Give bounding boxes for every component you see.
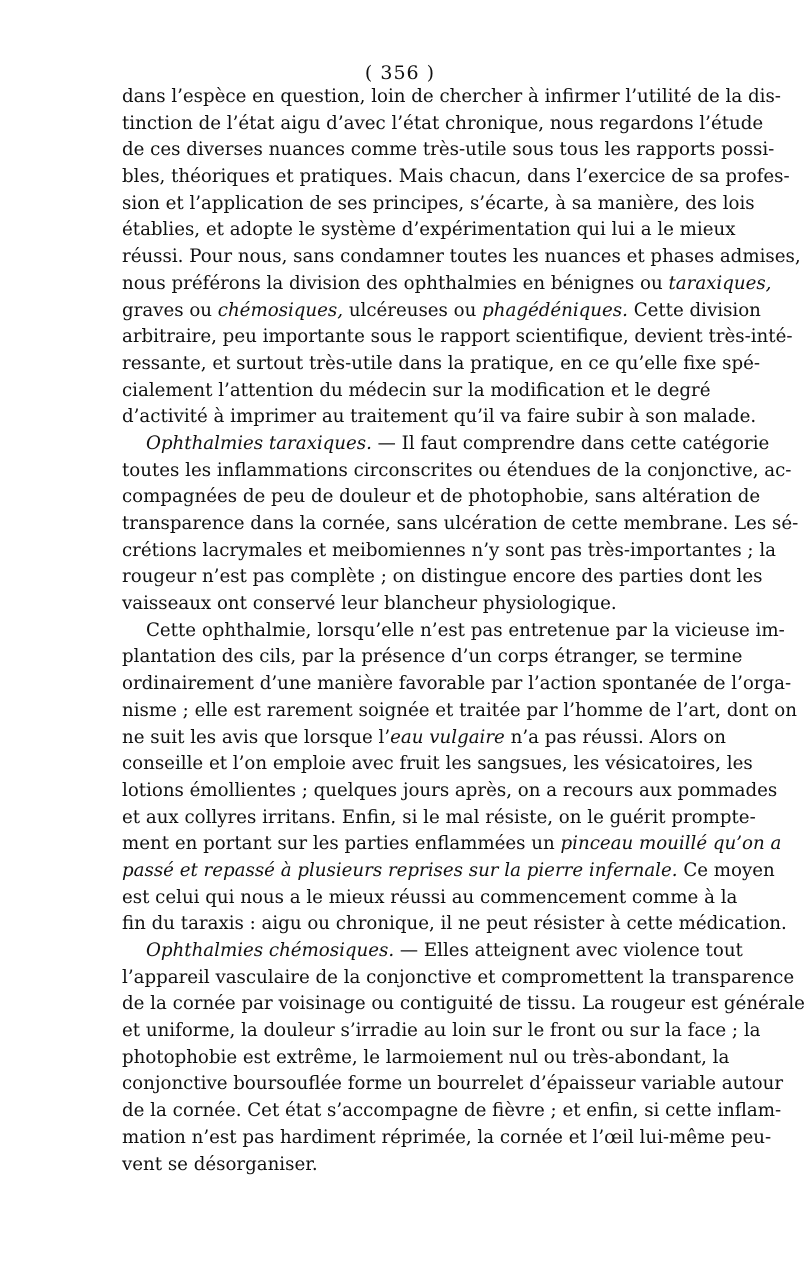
text-line — [122, 458, 792, 485]
text-segment: réussi. Pour nous, sans condamner toutes les nuances et phases admises, — [122, 246, 801, 268]
text-line — [122, 538, 777, 565]
text-line — [122, 1125, 772, 1152]
text-segment: vent se désorganiser. — [122, 1153, 318, 1175]
text-line — [122, 511, 799, 538]
italic-text: taraxiques, — [668, 272, 772, 294]
text-segment: photophobie est extrême, le larmoiement nul ou très-abondant, la — [122, 1046, 730, 1068]
text-segment: vaisseaux ont conservé leur blancheur physiologique. — [122, 593, 617, 615]
text-segment: toutes les inflammations circonscrites ou étendues de la conjonctive, ac- — [122, 459, 792, 481]
text-segment: — Elles atteignent avec violence tout — [394, 940, 743, 961]
text-line — [122, 1045, 730, 1072]
text-segment: et aux collyres irritans. Enfin, si le mal résiste, on le guérit prompte- — [122, 806, 756, 828]
text-line — [122, 725, 726, 752]
text-segment: ne suit les avis que lorsque l’ — [122, 726, 391, 748]
text-line — [122, 244, 801, 271]
text-segment: Ce moyen — [677, 859, 775, 881]
text-line — [122, 1098, 782, 1125]
text-segment: fin du taraxis : aigu ou chronique, il ne peut résister à cette médication. — [122, 913, 787, 935]
text-segment: nisme ; elle est rarement soignée et traitée par l’homme de l’art, dont on — [122, 699, 797, 721]
text-segment: n’a pas réussi. Alors on — [504, 726, 726, 748]
text-segment: sion et l’application de ses principes, s’écarte, à sa manière, des lois — [122, 192, 755, 214]
italic-text: phagédéniques. — [482, 299, 628, 321]
text-line — [122, 671, 792, 698]
text-segment: ment en portant sur les parties enflammées un — [122, 833, 561, 855]
text-line — [122, 191, 755, 218]
text-segment: tinction de l’état aigu d’avec l’état chronique, nous regardons l’étude — [122, 112, 764, 134]
text-segment: dans l’espèce en question, loin de chercher à infirmer l’utilité de la dis- — [122, 86, 781, 107]
text-segment: plantation des cils, par la présence d’un corps étranger, se termine — [122, 646, 743, 668]
text-segment: — Il faut comprendre dans cette catégorie — [371, 432, 770, 454]
text-line — [122, 271, 772, 298]
text-line — [122, 84, 781, 111]
text-line — [122, 431, 770, 458]
text-segment: de la cornée. Cet état s’accompagne de fièvre ; et enfin, si cette inflam- — [122, 1100, 782, 1122]
text-line — [122, 858, 775, 885]
page-number: ( 356 ) — [364, 62, 436, 84]
text-segment: arbitraire, peu importante sous le rapport scientifique, devient très-inté- — [122, 326, 793, 348]
text-segment: bles, théoriques et pratiques. Mais chacun, dans l’exercice de sa profes- — [122, 166, 790, 188]
text-line — [122, 751, 753, 778]
text-line — [122, 618, 785, 645]
text-segment: de ces diverses nuances comme très-utile sous tous les rapports possi- — [122, 139, 775, 161]
italic-text: Ophthalmies taraxiques. — [146, 432, 372, 454]
italic-text: Ophthalmies chémosiques. — [146, 940, 395, 961]
text-segment: lotions émollientes ; quelques jours après, on a recours aux pommades — [122, 779, 778, 801]
italic-text: passé et repassé à plusieurs reprises sur la pierre infernale. — [122, 859, 678, 881]
text-line — [122, 324, 793, 351]
text-line — [122, 1071, 784, 1098]
text-line — [122, 698, 797, 725]
text-segment: transparence dans la cornée, sans ulcération de cette membrane. Les sé- — [122, 513, 799, 534]
text-segment: graves ou — [122, 299, 218, 321]
text-line — [122, 831, 782, 858]
text-line — [122, 137, 775, 164]
text-segment: est celui qui nous a le mieux réussi au commencement comme à la — [122, 886, 738, 908]
text-segment: compagnées de peu de douleur et de photophobie, sans altération de — [122, 486, 761, 508]
text-segment: ordinairement d’une manière favorable par l’action spontanée de l’orga- — [122, 673, 792, 695]
text-segment: l’appareil vasculaire de la conjonctive et compromettent la transparence — [122, 966, 795, 988]
text-segment: Cette division — [627, 299, 761, 321]
text-line — [122, 217, 736, 244]
text-segment: établies, et adopte le système d’expérimentation qui lui a le mieux — [122, 219, 736, 241]
text-segment: ulcéreuses ou — [343, 299, 483, 321]
text-segment: conseille et l’on emploie avec fruit les sangsues, les vésicatoires, les — [122, 753, 753, 775]
text-segment: Cette ophthalmie, lorsqu’elle n’est pas entretenue par la vicieuse im- — [146, 619, 785, 641]
text-segment: cialement l’attention du médecin sur la modification et le degré — [122, 379, 711, 401]
text-line — [122, 298, 761, 325]
text-line — [122, 591, 678, 618]
text-line — [122, 965, 795, 992]
text-line — [122, 484, 761, 511]
text-segment: rougeur n’est pas complète ; on distingue encore des parties dont les — [122, 566, 763, 588]
text-segment: ressante, et surtout très-utile dans la pratique, en ce qu’elle fixe spé- — [122, 352, 761, 374]
text-line — [122, 778, 778, 805]
text-line — [122, 1018, 761, 1045]
text-line — [122, 991, 805, 1018]
text-line — [122, 911, 787, 938]
italic-text: eau vulgaire — [390, 726, 505, 748]
italic-text: pinceau mouillé qu’on a — [560, 833, 782, 855]
italic-text: chémosiques, — [217, 299, 344, 321]
text-line — [122, 378, 711, 405]
text-line — [122, 805, 756, 832]
text-line — [122, 164, 790, 191]
text-segment: nous préférons la division des ophthalmies en bénignes ou — [122, 272, 669, 294]
text-segment: mation n’est pas hardiment réprimée, la cornée et l’œil lui-même peu- — [122, 1126, 772, 1148]
text-line — [122, 644, 743, 671]
text-segment: et uniforme, la douleur s’irradie au loin sur le front ou sur la face ; la — [122, 1020, 761, 1042]
text-segment: conjonctive boursouflée forme un bourrelet d’épaisseur variable autour — [122, 1073, 784, 1095]
text-line — [122, 938, 743, 965]
text-segment: crétions lacrymales et meibomiennes n’y sont pas très-importantes ; la — [122, 539, 777, 561]
text-segment: de la cornée par voisinage ou contiguité de tissu. La rougeur est générale — [122, 993, 805, 1015]
body-text — [122, 84, 805, 1178]
text-line — [122, 111, 764, 138]
text-line — [122, 351, 761, 378]
text-line — [122, 564, 763, 591]
text-line — [122, 404, 757, 431]
text-line — [122, 885, 738, 912]
text-line — [122, 1152, 678, 1179]
text-segment: d’activité à imprimer au traitement qu’il va faire subir à son malade. — [122, 406, 757, 428]
